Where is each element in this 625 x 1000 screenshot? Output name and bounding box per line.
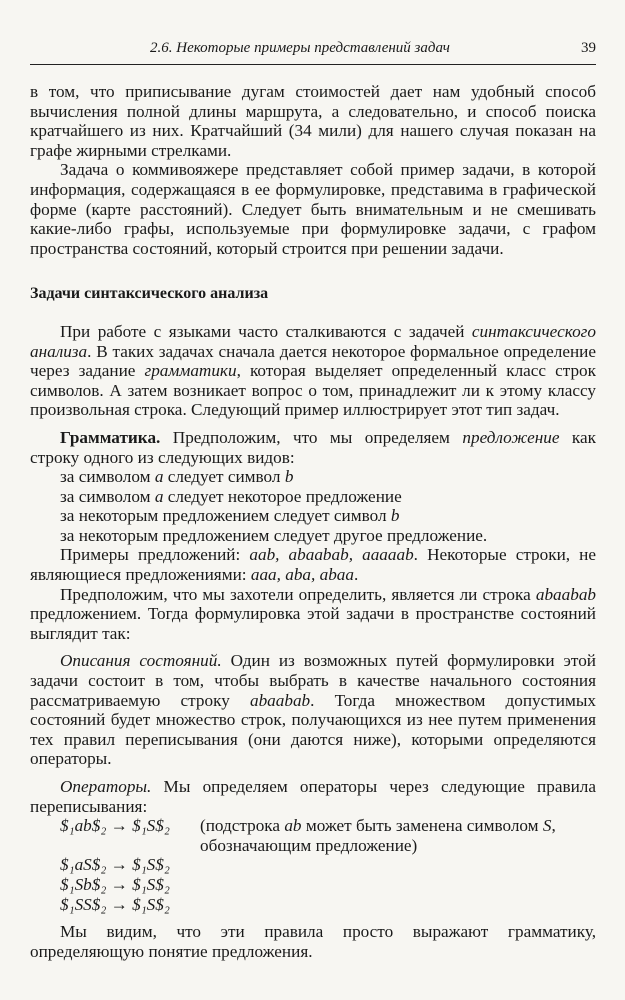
running-title: 2.6. Некоторые примеры представлений задач xyxy=(150,40,450,56)
list-item: за символом a следует символ b xyxy=(60,467,294,487)
page-content xyxy=(30,82,596,961)
rewrite-rule: $₁aS$₂ → $₁S$₂ xyxy=(60,855,170,875)
page-header xyxy=(30,40,596,65)
paragraph: в том, что приписывание дугам стоимостей дает нам удобный способ вычисления полной длины маршрута, а следовательно, и способ поиска кратчайшего из них. Кратчайший (34 мили) для нашего случая показан на графе жирными стрелками. xyxy=(30,82,596,160)
section-heading: Задачи синтаксического анализа xyxy=(30,285,269,303)
paragraph: Задача о коммивояжере представляет собой пример задачи, в которой информация, содержащаяся в ее формулировке, представима в графической форме (карте расстояний). Следует быть внимательным и не смешивать какие-либо графы, используемые при формулировке задачи, с графом пространства состояний, который строится при решении задачи. xyxy=(30,160,596,258)
rewrite-rule: $₁SS$₂ → $₁S$₂ xyxy=(60,894,170,914)
list-item: за символом a следует некоторое предложение xyxy=(60,486,402,506)
paragraph: Предположим, что мы захотели определить, является ли строка abaabab предложением. Тогда формулировка этой задачи в пространстве состояний выглядит так: xyxy=(30,584,596,643)
list-item: за некоторым предложением следует символ b xyxy=(60,506,400,526)
rewrite-rule: $₁ab$₂ → $₁S$₂ xyxy=(60,816,170,836)
paragraph: Описания состояний. Один из возможных путей формулировки этой задачи состоит в том, чтобы выбрать в качестве начального состояния рассматриваемую строку abaabab. Тогда множеством допустимых состояний будет множество строк, получающихся из нее путем применения тех правил переписывания (они даются ниже), которыми определяются операторы. xyxy=(30,651,596,769)
paragraph: Примеры предложений: aab, abaabab, aaaaab. Некоторые строки, не являющиеся предложениями: aaa, aba, abaa. xyxy=(30,545,596,585)
rule-note: (подстрока ab может быть заменена символом S, обозначающим предложение) xyxy=(200,816,556,855)
paragraph: Грамматика. Предположим, что мы определяем предложение как строку одного из следующих видов: xyxy=(30,427,596,467)
rewrite-rule: $₁Sb$₂ → $₁S$₂ xyxy=(60,874,170,894)
paragraph: Операторы. Мы определяем операторы через следующие правила переписывания: xyxy=(30,777,596,816)
list-item: за некоторым предложением следует другое предложение. xyxy=(60,525,488,545)
rewrite-rule-row xyxy=(30,816,596,855)
page-number: 39 xyxy=(581,40,596,56)
paragraph: Мы видим, что эти правила просто выражают грамматику, определяющую понятие предложения. xyxy=(30,922,596,961)
paragraph: При работе с языками часто сталкиваются с задачей синтаксического анализа. В таких задачах сначала дается некоторое формальное определение через задание грамматики, которая выделяет определенный класс строк символов. А затем возникает вопрос о том, принадлежит ли к этому классу произвольная строка. Следующий пример иллюстрирует этот тип задач. xyxy=(30,321,597,420)
